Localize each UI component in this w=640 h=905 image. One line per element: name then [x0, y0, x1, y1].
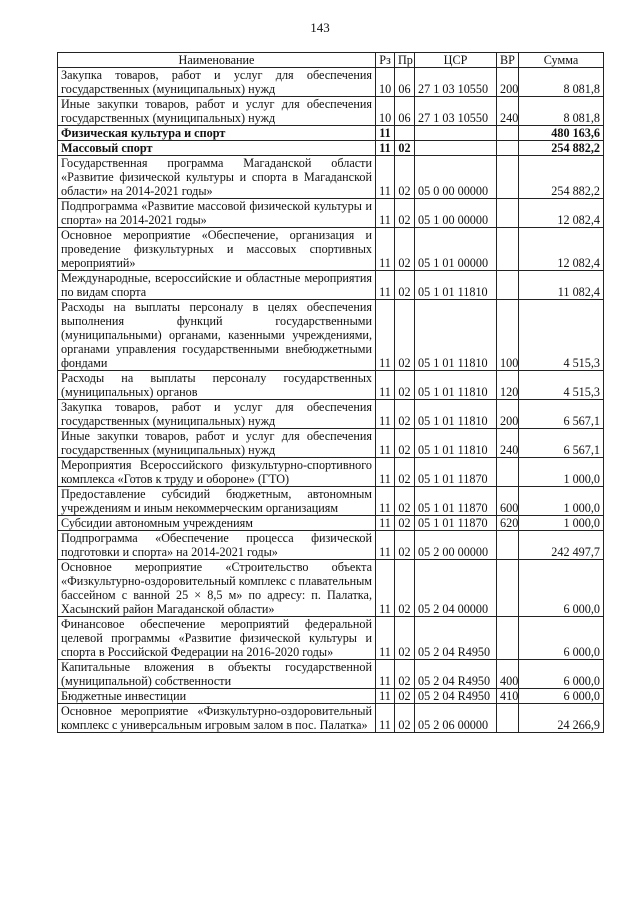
cell-pr: 02: [395, 371, 415, 400]
cell-rz: 11: [376, 371, 395, 400]
table-row: [58, 371, 604, 400]
cell-vr: [497, 141, 519, 156]
cell-csr: 05 1 01 11810: [415, 371, 497, 400]
cell-sum: 6 567,1: [519, 400, 604, 429]
cell-sum: 242 497,7: [519, 531, 604, 560]
cell-pr: 02: [395, 531, 415, 560]
cell-sum: 480 163,6: [519, 126, 604, 141]
cell-rz: 11: [376, 156, 395, 199]
header-rz: Рз: [376, 53, 395, 68]
cell-rz: 11: [376, 271, 395, 300]
header-pr: Пр: [395, 53, 415, 68]
cell-name: Массовый спорт: [58, 141, 376, 156]
cell-pr: 02: [395, 228, 415, 271]
cell-sum: 8 081,8: [519, 97, 604, 126]
cell-vr: 410: [497, 689, 519, 704]
cell-pr: 06: [395, 68, 415, 97]
cell-rz: 11: [376, 704, 395, 733]
cell-name: Основное мероприятие «Обеспечение, организация и проведение физкультурных и массовых спортивных мероприятий»: [58, 228, 376, 271]
cell-csr: 05 2 04 00000: [415, 560, 497, 617]
cell-name: Субсидии автономным учреждениям: [58, 516, 376, 531]
cell-pr: 02: [395, 141, 415, 156]
cell-vr: 240: [497, 429, 519, 458]
header-csr: ЦСР: [415, 53, 497, 68]
cell-vr: 120: [497, 371, 519, 400]
table-row: [58, 271, 604, 300]
table-row: [58, 487, 604, 516]
cell-rz: 11: [376, 617, 395, 660]
cell-pr: 02: [395, 704, 415, 733]
cell-name: Основное мероприятие «Строительство объекта «Физкультурно-оздоровительный комплекс с плавательным бассейном с ванной 25 × 8,5 м» по адресу: п. Палатка, Хасынский район Магаданской области»: [58, 560, 376, 617]
cell-name: Закупка товаров, работ и услуг для обеспечения государственных (муниципальных) нужд: [58, 400, 376, 429]
table-row: [58, 617, 604, 660]
cell-pr: 02: [395, 429, 415, 458]
cell-name: Мероприятия Всероссийского физкультурно-спортивного комплекса «Готов к труду и обороне» (ГТО): [58, 458, 376, 487]
cell-csr: 05 0 00 00000: [415, 156, 497, 199]
cell-sum: 4 515,3: [519, 300, 604, 371]
cell-csr: 05 1 00 00000: [415, 199, 497, 228]
table-row: [58, 228, 604, 271]
cell-csr: 05 1 01 11870: [415, 487, 497, 516]
cell-sum: 6 000,0: [519, 660, 604, 689]
cell-pr: 02: [395, 516, 415, 531]
cell-csr: 05 2 04 R4950: [415, 689, 497, 704]
cell-name: Предоставление субсидий бюджетным, автономным учреждениям и иным некоммерческим организациям: [58, 487, 376, 516]
cell-pr: 02: [395, 271, 415, 300]
cell-csr: 05 2 04 R4950: [415, 617, 497, 660]
header-vr: ВР: [497, 53, 519, 68]
cell-vr: [497, 704, 519, 733]
table-row: [58, 156, 604, 199]
cell-rz: 10: [376, 68, 395, 97]
table-row: [58, 97, 604, 126]
table-row: [58, 689, 604, 704]
cell-sum: 1 000,0: [519, 458, 604, 487]
cell-rz: 10: [376, 97, 395, 126]
table-row: [58, 300, 604, 371]
cell-name: Иные закупки товаров, работ и услуг для обеспечения государственных (муниципальных) нужд: [58, 97, 376, 126]
cell-vr: [497, 156, 519, 199]
cell-csr: 05 1 01 11870: [415, 516, 497, 531]
cell-pr: 02: [395, 458, 415, 487]
cell-csr: 27 1 03 10550: [415, 68, 497, 97]
cell-sum: 8 081,8: [519, 68, 604, 97]
cell-vr: [497, 126, 519, 141]
cell-sum: 6 000,0: [519, 689, 604, 704]
cell-vr: 620: [497, 516, 519, 531]
page-number: 143: [310, 20, 330, 35]
cell-vr: 200: [497, 400, 519, 429]
cell-rz: 11: [376, 199, 395, 228]
cell-vr: 200: [497, 68, 519, 97]
cell-sum: 4 515,3: [519, 371, 604, 400]
cell-rz: 11: [376, 660, 395, 689]
cell-sum: 1 000,0: [519, 516, 604, 531]
cell-vr: [497, 458, 519, 487]
cell-name: Международные, всероссийские и областные мероприятия по видам спорта: [58, 271, 376, 300]
cell-rz: 11: [376, 689, 395, 704]
table-row: [58, 531, 604, 560]
cell-name: Расходы на выплаты персоналу государственных (муниципальных) органов: [58, 371, 376, 400]
cell-csr: 05 1 01 11810: [415, 271, 497, 300]
cell-vr: [497, 617, 519, 660]
table-row: [58, 704, 604, 733]
cell-rz: 11: [376, 429, 395, 458]
cell-name: Основное мероприятие «Физкультурно-оздоровительный комплекс с универсальным игровым залом в пос. Палатка»: [58, 704, 376, 733]
cell-rz: 11: [376, 560, 395, 617]
cell-csr: [415, 126, 497, 141]
cell-pr: 02: [395, 199, 415, 228]
cell-rz: 11: [376, 141, 395, 156]
cell-sum: 254 882,2: [519, 156, 604, 199]
header-sum: Сумма: [519, 53, 604, 68]
cell-sum: 6 567,1: [519, 429, 604, 458]
cell-pr: 02: [395, 400, 415, 429]
table-row: [58, 660, 604, 689]
header-name: Наименование: [58, 53, 376, 68]
table-row: [58, 516, 604, 531]
cell-csr: 05 1 01 11810: [415, 429, 497, 458]
cell-pr: 02: [395, 156, 415, 199]
cell-sum: 6 000,0: [519, 617, 604, 660]
cell-vr: 100: [497, 300, 519, 371]
cell-csr: 05 2 06 00000: [415, 704, 497, 733]
cell-vr: [497, 531, 519, 560]
cell-sum: 12 082,4: [519, 199, 604, 228]
cell-rz: 11: [376, 531, 395, 560]
cell-vr: [497, 199, 519, 228]
cell-rz: 11: [376, 458, 395, 487]
cell-vr: [497, 560, 519, 617]
table-row: [58, 126, 604, 141]
cell-vr: [497, 228, 519, 271]
cell-sum: 1 000,0: [519, 487, 604, 516]
cell-csr: 05 1 01 11810: [415, 300, 497, 371]
cell-name: Физическая культура и спорт: [58, 126, 376, 141]
cell-rz: 11: [376, 228, 395, 271]
table-row: [58, 199, 604, 228]
cell-vr: [497, 271, 519, 300]
cell-csr: 27 1 03 10550: [415, 97, 497, 126]
cell-csr: 05 1 01 11810: [415, 400, 497, 429]
cell-rz: 11: [376, 126, 395, 141]
cell-sum: 6 000,0: [519, 560, 604, 617]
cell-name: Расходы на выплаты персоналу в целях обеспечения выполнения функций государственными (муниципальными) органами, казенными учреждениями, органами управления государственными внебюджетными фондами: [58, 300, 376, 371]
cell-vr: 400: [497, 660, 519, 689]
cell-name: Иные закупки товаров, работ и услуг для обеспечения государственных (муниципальных) нужд: [58, 429, 376, 458]
cell-rz: 11: [376, 400, 395, 429]
table-row: [58, 429, 604, 458]
cell-csr: [415, 141, 497, 156]
cell-name: Капитальные вложения в объекты государственной (муниципальной) собственности: [58, 660, 376, 689]
cell-rz: 11: [376, 300, 395, 371]
cell-pr: 02: [395, 689, 415, 704]
cell-rz: 11: [376, 487, 395, 516]
cell-name: Государственная программа Магаданской области «Развитие физической культуры и спорта в Магаданской области» на 2014-2021 годы»: [58, 156, 376, 199]
cell-name: Подпрограмма «Развитие массовой физической культуры и спорта» на 2014-2021 годы»: [58, 199, 376, 228]
cell-vr: 240: [497, 97, 519, 126]
cell-pr: 02: [395, 660, 415, 689]
table-header-row: [58, 53, 604, 68]
cell-pr: 02: [395, 560, 415, 617]
cell-rz: 11: [376, 516, 395, 531]
table-row: [58, 68, 604, 97]
cell-name: Закупка товаров, работ и услуг для обеспечения государственных (муниципальных) нужд: [58, 68, 376, 97]
table-row: [58, 400, 604, 429]
cell-sum: 11 082,4: [519, 271, 604, 300]
cell-pr: 06: [395, 97, 415, 126]
budget-table: [57, 52, 604, 733]
cell-name: Финансовое обеспечение мероприятий федеральной целевой программы «Развитие физической культуры и спорта в Российской Федерации на 2016-2020 годы»: [58, 617, 376, 660]
cell-csr: 05 1 01 11870: [415, 458, 497, 487]
table-row: [58, 141, 604, 156]
cell-sum: 24 266,9: [519, 704, 604, 733]
table-row: [58, 560, 604, 617]
cell-vr: 600: [497, 487, 519, 516]
cell-csr: 05 2 04 R4950: [415, 660, 497, 689]
cell-sum: 254 882,2: [519, 141, 604, 156]
cell-csr: 05 2 00 00000: [415, 531, 497, 560]
cell-pr: 02: [395, 487, 415, 516]
table-row: [58, 458, 604, 487]
cell-pr: [395, 126, 415, 141]
cell-sum: 12 082,4: [519, 228, 604, 271]
cell-pr: 02: [395, 300, 415, 371]
cell-pr: 02: [395, 617, 415, 660]
cell-csr: 05 1 01 00000: [415, 228, 497, 271]
cell-name: Подпрограмма «Обеспечение процесса физической подготовки и спорта» на 2014-2021 годы»: [58, 531, 376, 560]
cell-name: Бюджетные инвестиции: [58, 689, 376, 704]
